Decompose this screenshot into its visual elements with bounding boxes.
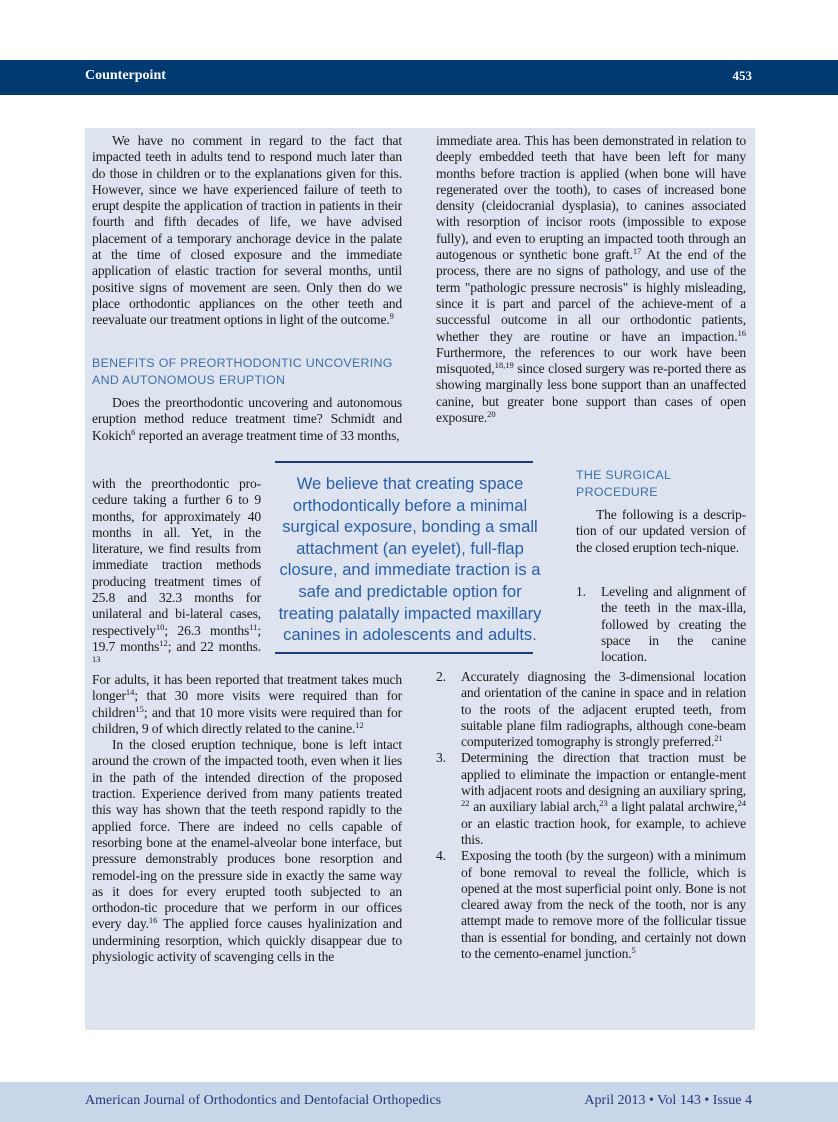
text-run: a light palatal archwire, — [607, 799, 738, 815]
citation-ref: ^17 — [632, 246, 642, 257]
left-column-mid — [92, 395, 402, 444]
heading-line: BENEFITS OF PREORTHODONTIC UNCOVERING — [92, 356, 393, 370]
citation-ref: ^21 — [714, 733, 723, 744]
list-item-2 — [436, 669, 746, 750]
citation-ref: ^12 — [355, 719, 364, 730]
citation-ref: ^14 — [125, 687, 135, 698]
item-text — [601, 584, 746, 664]
citation-ref: ^16 — [737, 327, 746, 338]
paragraph — [92, 476, 261, 672]
citation-ref: ^24 — [737, 798, 747, 809]
paragraph — [92, 737, 402, 965]
text-run: an auxiliary labial arch, — [469, 799, 600, 815]
section-title: Counterpoint — [85, 68, 166, 83]
section-heading-surgical-procedure — [576, 467, 671, 500]
citation-ref: ^12 — [159, 637, 168, 648]
text-run: Exposing the tooth (by the surgeon) with a minimum of bone removal to reveal the follicle, which is opened at the most superficial point only. Bone is not cleared away from the neck of the tooth, nor is any attempt made to remove more of the follicular tissue than is essential for bonding, and certainly not down to the cemento-enamel junction. — [461, 848, 746, 962]
text-run: with the preorthodontic pro-cedure taking a further 6 to 9 months, for approximately 40 months in all. Yet, in the literature, we find results from immediate traction methods producing treatment times of 25.8 and 32.3 months for unilateral and bi-lateral cases, respectively — [92, 476, 261, 638]
text-run: The applied force causes hyalinization and undermining resorption, which quickly disappear due to physiologic activity of scavenging cells in the — [92, 916, 402, 965]
heading-line: PROCEDURE — [576, 484, 658, 499]
journal-name: American Journal of Orthodontics and Dentofacial Orthopedics — [85, 1093, 442, 1108]
text-run: In the closed eruption technique, bone is left intact around the crown of the impacted tooth, even when it lies in the path of the intended direction of the proposed traction. Experience derived from many patients treated this way has shown that the teeth respond rapidly to the applied force. There are indeed no cells capable of resorbing bone at the enamel-alveolar bone interface, but pressure demonstrably produces bone resorption and remodel-ing on the pressure side in exactly the same way as it does for every erupted tooth subjected to an orthodon-tic procedure that we perform in our offices every day. — [92, 737, 402, 932]
text-run: ; and that 10 more visits were required than for children, 9 of which directly related to the canine. — [92, 704, 402, 736]
text-run: For adults, it has been reported that treatment takes much longer — [92, 672, 402, 704]
text-run: ; that 30 more visits were required than for children — [92, 688, 402, 720]
text-run: Accurately diagnosing the 3-dimensional location and orientation of the canine in space and in relation to the roots of the adjacent erupted teeth, from suitable plane film radiographs, although cone-beam computerized tomography is strongly preferred. — [461, 669, 746, 750]
paragraph — [92, 672, 402, 737]
page-number: 453 — [732, 68, 752, 83]
text-run: We have no comment in regard to the fact that impacted teeth in adults tend to respond much later than do those in children or to the explanations given for this. However, since we have experienced failure of teeth to erupt despite the application of traction in patients in their fourth and fifth decades of life, we have advised placement of a temporary anchorage device in the palate at the time of closed exposure and the immediate application of elastic traction for several months, until positive signs of movement are seen. Only then do we place orthodontic appliances on the other teeth and reevaluate our treatment options in light of the outcome. — [92, 133, 402, 328]
citation-ref: ^11 — [249, 621, 258, 632]
item-number: 3. — [436, 750, 446, 766]
list-item-4 — [436, 848, 746, 962]
text-run: Determining the direction that traction must be applied to eliminate the impaction or entangle-ment with adjacent roots and designing an auxiliary spring, — [461, 750, 746, 799]
item-text — [461, 848, 746, 961]
text-run: immediate area. This has been demonstrated in relation to deeply embedded teeth that have been left for many months before traction is applied (when bone will have regenerated over the tooth), to cases of increased bone density (cleidocranial dysplasia), to canines associated with resorption of incisor roots (impossible to expose fully), and even to erupting an impacted tooth through an autogenous or synthetic bone graft. — [436, 133, 746, 263]
left-column-bottom — [92, 672, 402, 965]
text-run: The following is a descrip-tion of our updated version of the closed eruption tech-nique. — [576, 507, 746, 555]
text-run: reported an average treatment time of 33 months, — [135, 427, 400, 443]
text-run: Leveling and alignment of the teeth in the max-illa, followed by creating the space in the canine location. — [601, 584, 746, 665]
paragraph — [92, 133, 402, 329]
pull-quote — [275, 461, 542, 654]
text-run: Furthermore, the references to our work have been misquoted, — [436, 344, 746, 377]
citation-ref: ^18,19 — [494, 360, 514, 371]
text-run: ; 26.3 months — [164, 622, 250, 638]
citation-ref: ^20 — [487, 409, 496, 420]
issue-info: April 2013 • Vol 143 • Issue 4 — [584, 1093, 752, 1108]
paragraph — [92, 395, 402, 444]
text-run: or an elastic traction hook, for example, to achieve this. — [461, 815, 746, 847]
paragraph — [576, 507, 746, 556]
citation-ref: ^22 — [461, 798, 470, 809]
running-header — [0, 60, 838, 95]
pull-quote-text: We believe that creating space orthodontically before a minimal surgical exposure, bonding a small attachment (an eyelet), full-flap closure, and immediate traction is a safe and predictable option for treating palatally impacted maxillary canines in adolescents and adults. — [278, 474, 542, 645]
list-item-1 — [576, 584, 746, 665]
section-heading-benefits — [92, 355, 393, 388]
text-run: ; and 22 months. — [167, 638, 261, 654]
text-run: At the end of the process, there are no signs of pathology, and use of the term "pathologic pressure necrosis" is highly misleading, since it is part and parcel of the achieve-ment of a successful outcome in all our orthodontic patients, whether they are routine or have an impaction. — [436, 247, 746, 344]
item-number: 2. — [436, 669, 446, 684]
right-column-list — [436, 669, 746, 962]
paragraph — [436, 133, 746, 426]
citation-ref: ^13 — [92, 654, 101, 665]
left-column-narrow — [92, 476, 261, 672]
text-run: since closed surgery was re-ported there as showing marginally less bone support than an unaffected canine, but greater bone support than cases of open exposure. — [436, 361, 746, 426]
left-column-top — [92, 133, 402, 329]
citation-ref: ^23 — [599, 798, 608, 809]
text-run: Does the preorthodontic uncovering and autonomous eruption method reduce treatment time? Schmidt and Kokich — [92, 395, 402, 443]
citation-ref: ^6 — [131, 426, 136, 437]
right-column-top — [436, 133, 746, 426]
citation-ref: ^5 — [631, 945, 636, 956]
item-number: 1. — [576, 584, 586, 599]
citation-ref: ^16 — [148, 915, 158, 926]
citation-ref: ^15 — [135, 703, 144, 714]
list-item-3 — [436, 750, 746, 848]
item-text — [461, 750, 746, 846]
citation-ref: ^10 — [155, 621, 165, 632]
citation-ref: ^9 — [389, 311, 394, 322]
item-text — [461, 669, 746, 749]
right-column-narrow — [576, 507, 746, 556]
item-number: 4. — [436, 848, 446, 864]
heading-line: AND AUTONOMOUS ERUPTION — [92, 372, 286, 387]
text-run: ; 19.7 months — [92, 622, 261, 654]
running-footer — [0, 1082, 838, 1122]
heading-line: THE SURGICAL — [576, 468, 672, 482]
